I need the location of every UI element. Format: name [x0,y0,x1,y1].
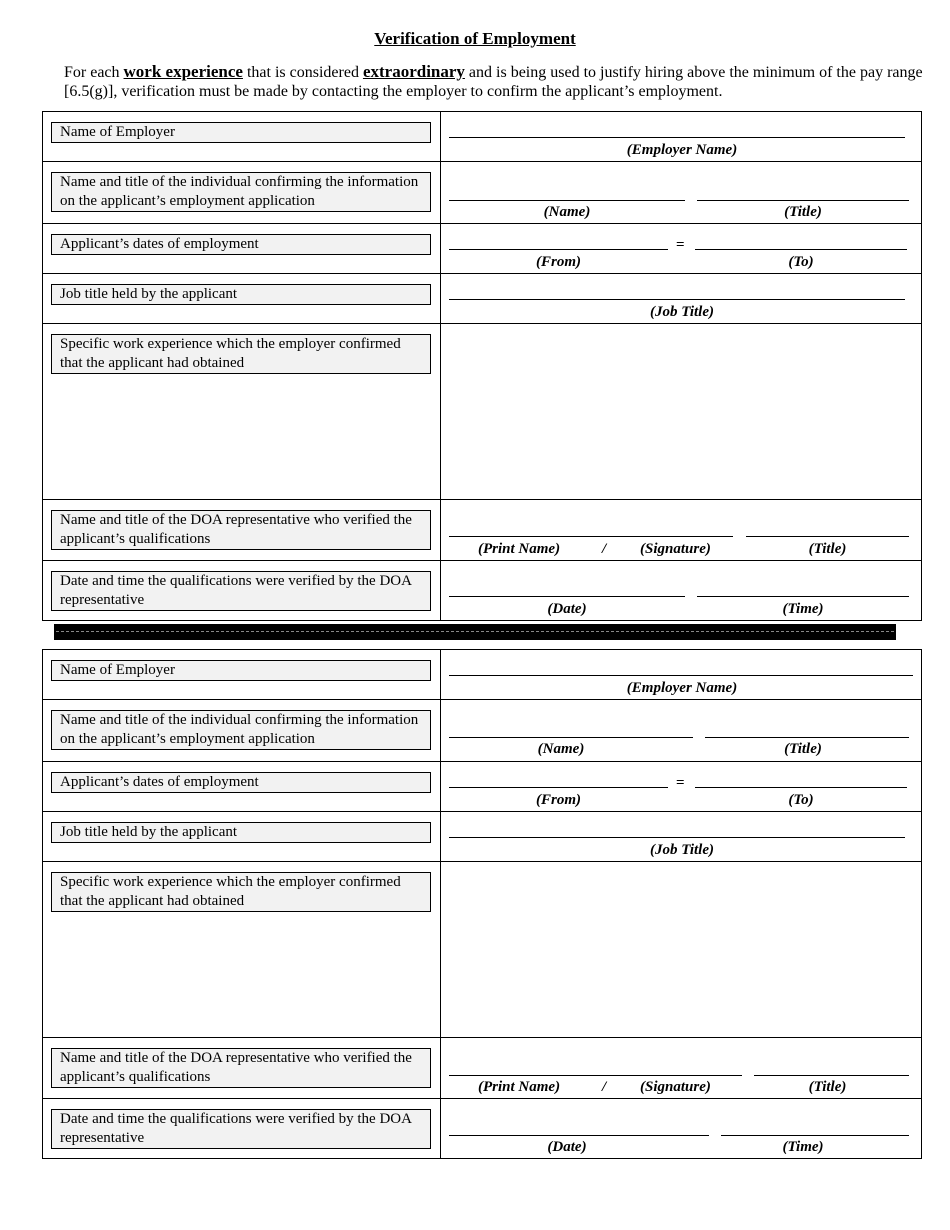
employer-name-field[interactable] [449,137,905,138]
verification-form-2 [42,649,922,1159]
employer-name-field[interactable] [449,675,913,676]
label-doa-rep: Name and title of the DOA representative who verified the applicant’s qualifications [51,510,431,550]
doa-rep-title-field[interactable] [754,1075,909,1076]
confirmer-name-field[interactable] [449,737,693,738]
caption-signature: (Signature) [640,1079,711,1095]
label-doa-rep: Name and title of the DOA representative who verified the applicant’s qualifications [51,1048,431,1088]
doa-rep-name-signature-field[interactable] [449,536,733,537]
row-job-title [43,812,922,862]
intro-text-2: that is considered [242,64,363,81]
row-dates [43,762,922,812]
label-dates: Applicant’s dates of employment [51,772,431,793]
caption-print-name: (Print Name) [478,1079,561,1095]
caption-to: (To) [788,792,814,808]
employment-to-field[interactable] [695,249,907,250]
verified-time-field[interactable] [721,1135,909,1136]
label-employer: Name of Employer [51,122,431,143]
intro-text-1: For each [64,64,124,81]
caption-date: (Date) [547,601,587,617]
experience-field[interactable] [441,862,922,1038]
caption-doa-title: (Title) [808,1079,847,1095]
row-doa-rep [43,500,922,561]
caption-date: (Date) [547,1139,587,1155]
row-verified-when [43,561,922,621]
caption-title: (Title) [784,741,822,757]
label-experience: Specific work experience which the employer confirmed that the applicant had obtained [51,872,431,912]
employment-from-field[interactable] [449,787,668,788]
caption-name: (Name) [543,204,591,220]
job-title-field[interactable] [449,299,905,300]
label-confirmer: Name and title of the individual confirming the information on the applicant’s employment application [51,172,431,212]
label-job-title: Job title held by the applicant [51,822,431,843]
doa-rep-title-field[interactable] [746,536,909,537]
row-experience [43,862,922,1038]
doa-rep-name-signature-field[interactable] [449,1075,742,1076]
intro-emphasis-work-experience: work experience [123,62,243,81]
confirmer-name-field[interactable] [449,200,685,201]
instructions-paragraph [64,62,924,101]
employment-from-field[interactable] [449,249,668,250]
row-confirmer [43,700,922,762]
intro-text-3: and is being used to justify hiring above the minimum of the pay range [6.5(g)], verification must be made by contacting the employer to confirm the applicant’s employment. [64,64,923,100]
row-verified-when [43,1099,922,1159]
caption-employer-name: (Employer Name) [626,142,738,158]
row-employer [43,112,922,162]
label-verified-when: Date and time the qualifications were verified by the DOA representative [51,1109,431,1149]
caption-time: (Time) [782,601,824,617]
label-job-title: Job title held by the applicant [51,284,431,305]
verified-time-field[interactable] [697,596,909,597]
experience-field[interactable] [441,324,922,500]
caption-slash: / [602,541,607,557]
form-divider [54,624,896,640]
caption-print-name: (Print Name) [478,541,561,557]
caption-job-title: (Job Title) [649,842,714,858]
caption-name: (Name) [537,741,585,757]
dates-separator: = [676,237,685,253]
confirmer-title-field[interactable] [697,200,909,201]
caption-signature: (Signature) [640,541,711,557]
caption-doa-title: (Title) [808,541,847,557]
caption-job-title: (Job Title) [649,304,714,320]
caption-from: (From) [536,792,581,808]
row-doa-rep [43,1038,922,1099]
verified-date-field[interactable] [449,1135,709,1136]
confirmer-title-field[interactable] [705,737,909,738]
label-dates: Applicant’s dates of employment [51,234,431,255]
row-confirmer [43,162,922,224]
row-employer [43,650,922,700]
caption-from: (From) [536,254,581,270]
job-title-field[interactable] [449,837,905,838]
label-employer: Name of Employer [51,660,431,681]
label-verified-when: Date and time the qualifications were verified by the DOA representative [51,571,431,611]
label-confirmer: Name and title of the individual confirming the information on the applicant’s employment application [51,710,431,750]
row-job-title [43,274,922,324]
row-dates [43,224,922,274]
caption-time: (Time) [782,1139,824,1155]
dates-separator: = [676,775,685,791]
label-experience: Specific work experience which the employer confirmed that the applicant had obtained [51,334,431,374]
caption-title: (Title) [784,204,822,220]
caption-slash: / [602,1079,607,1095]
caption-employer-name: (Employer Name) [626,680,738,696]
row-experience [43,324,922,500]
verification-form-1 [42,111,922,621]
verified-date-field[interactable] [449,596,685,597]
intro-emphasis-extraordinary: extraordinary [362,62,465,81]
employment-to-field[interactable] [695,787,907,788]
page-title: Verification of Employment [374,29,576,48]
caption-to: (To) [788,254,814,270]
